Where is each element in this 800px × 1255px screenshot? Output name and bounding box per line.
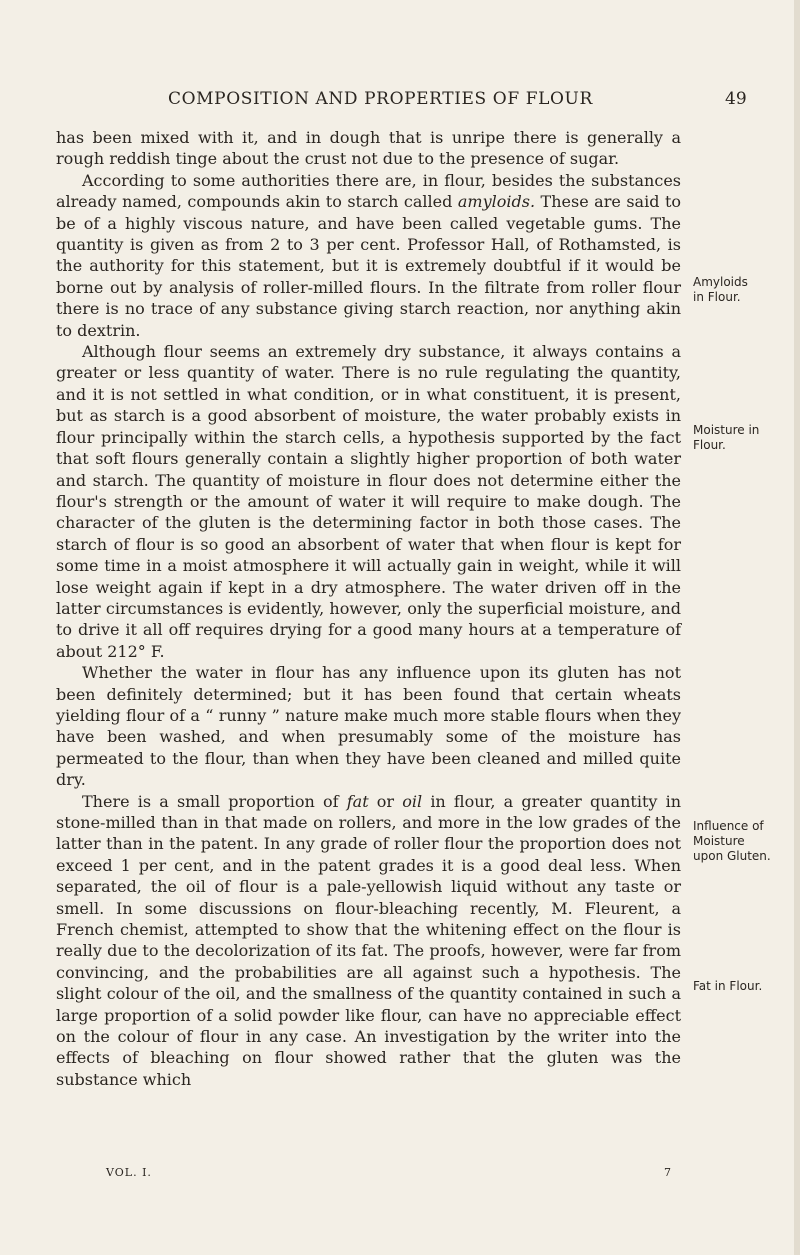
term-oil: oil (402, 791, 423, 811)
paragraph-1 (56, 127, 681, 170)
page-number: 49 (725, 89, 747, 109)
paragraph-4-text: Whether the water in flour has any influence upon its gluten has not been definitely determined; but it has been found that certain wheats yielding flour of a “ runny ” nature make much more stable flours when they have been washed, and when presumably some of the moisture has permeated to the flour, than when they have been cleaned and milled quite dry. (56, 663, 681, 790)
paragraph-3 (56, 341, 681, 662)
paragraph-2 (56, 170, 681, 341)
page-edge (794, 0, 800, 1255)
term-amyloids: amyloids. (457, 192, 536, 212)
signature-mark: 7 (664, 1166, 671, 1179)
paragraph-5-text-a: There is a small proportion of (82, 791, 347, 811)
side-note-line: Amyloids (693, 275, 748, 289)
side-note-influence (693, 819, 797, 864)
paragraph-5 (56, 791, 681, 1091)
paragraph-4 (56, 662, 681, 790)
volume-mark: VOL. I. (106, 1166, 152, 1179)
paragraph-2-text-b: These are said to be of a highly viscous nature, and have been called vegetable gums. The quantity is given as from 2 to 3 per cent. Professor Hall, of Rothamsted, is the authority for this statement, but it is extremely doubtful if it would be borne out by analysis of roller-milled flours. In the filtrate from roller flour there is no trace of any substance giving starch reaction, nor anything akin to dextrin. (56, 192, 682, 340)
paragraph-5-text-c: in flour, a greater quantity in stone-milled than in that made on rollers, and more in the low grades of the latter than in the patent. In any grade of roller flour the proportion does not exceed 1 per cent, and in the patent grades it is a good deal less. When separated, the oil of flour is a pale-yellowish liquid without any taste or smell. In some discussions on flour-bleaching recently, M. Fleurent, a French chemist, attempted to show that the whitening effect on the flour is really due to the decolorization of its fat. The proofs, however, were far from convincing, and the probabilities are all against such a hypothesis. The slight colour of the oil, and the smallness of the quantity contained in such a large proportion of a solid powder like flour, can have no appreciable effect on the colour of flour in any case. An investigation by the writer into the effects of bleaching on flour showed rather that the gluten was the substance which (56, 791, 682, 1089)
paragraph-3-text: Although flour seems an extremely dry substance, it always contains a greater or less quantity of water. There is no rule regulating the quantity, and it is not settled in what condition, or in what constituent, it is present, but as starch is a good absorbent of moisture, the water probably exists in flour principally within the starch cells, a hypothesis supported by the fact that soft flours generally contain a slightly higher proportion of both water and starch. The quantity of moisture in flour does not determine either the flour's strength or the amount of water it will require to make dough. The character of the gluten is the determining factor in both those cases. The starch of flour is so good an absorbent of water that when flour is kept for some time in a moist atmosphere it will actually gain in weight, while it will lose weight again if kept in a dry atmosphere. The water driven off in the latter circumstances is evidently, however, only the superficial moisture, and to drive it all off requires drying for a good many hours at a temperature of about 212° F. (56, 342, 681, 661)
side-note-line: Flour. (693, 438, 726, 452)
paragraph-5-text-b: or (368, 791, 403, 811)
side-note-line: Moisture in (693, 423, 760, 437)
side-note-moisture (693, 423, 797, 453)
side-note-line: upon Gluten. (693, 849, 771, 863)
paragraph-2-text-a: According to some authorities there are, in flour, besides the substances already named, compounds akin to starch called (56, 170, 681, 212)
body-text (56, 127, 681, 1090)
side-note-amyloids (693, 275, 797, 305)
side-note-line: in Flour. (693, 290, 741, 304)
term-fat: fat (346, 791, 369, 811)
running-title: COMPOSITION AND PROPERTIES OF FLOUR (168, 89, 593, 109)
paragraph-1-text: has been mixed with it, and in dough that is unripe there is generally a rough reddish tinge about the crust not due to the presence of sugar. (56, 128, 681, 169)
side-note-fat (693, 979, 797, 994)
side-note-line: Moisture (693, 834, 745, 848)
side-note-line: Fat in Flour. (693, 979, 763, 993)
side-note-line: Influence of (693, 819, 764, 833)
